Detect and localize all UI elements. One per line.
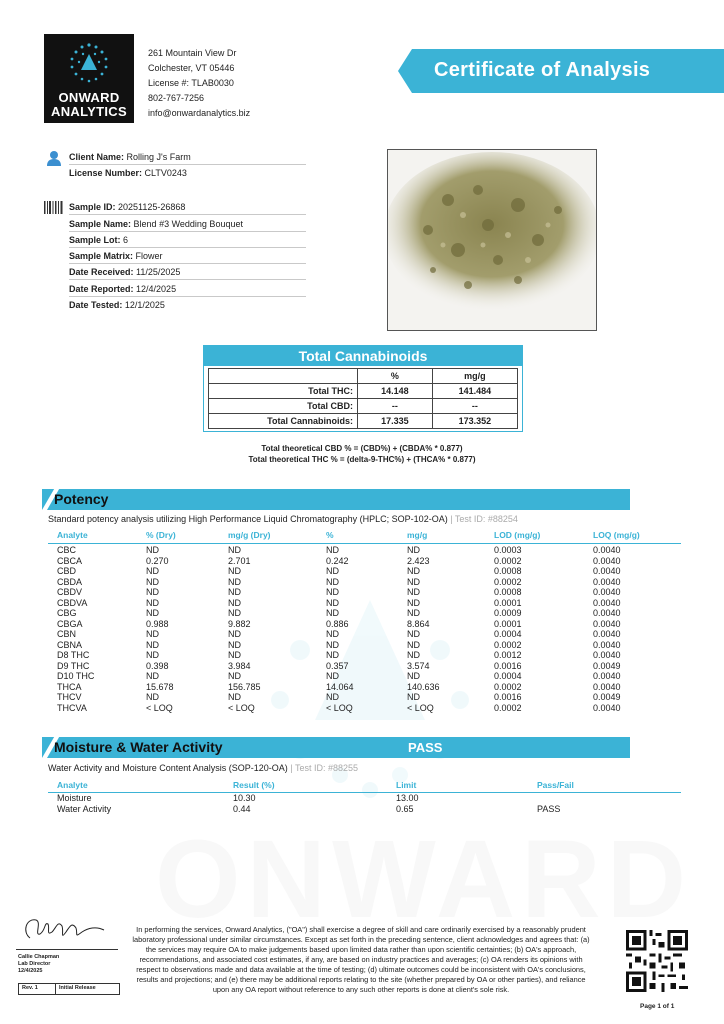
- potency-value: 0.0040: [593, 618, 621, 629]
- analyte-name: CBNA: [57, 639, 83, 650]
- potency-value: 15.678: [146, 681, 174, 692]
- watermark-logo-icon: [240, 560, 500, 820]
- potency-value: ND: [228, 629, 241, 639]
- sample-name-row: [69, 219, 243, 229]
- analyte-name: Moisture: [57, 793, 92, 803]
- analyte-name: D8 THC: [57, 650, 90, 660]
- divider: [69, 214, 306, 215]
- potency-value: ND: [228, 639, 241, 650]
- potency-value: ND: [407, 566, 420, 576]
- potency-value: ND: [146, 597, 159, 608]
- potency-value: 0.0002: [494, 639, 522, 650]
- analyte-name: CBGA: [57, 618, 83, 629]
- potency-value: ND: [146, 608, 159, 618]
- sample-lot-row: [69, 235, 128, 245]
- page-number: Page 1 of 1: [640, 1003, 675, 1010]
- potency-value: 14.064: [326, 681, 354, 692]
- potency-value: < LOQ: [228, 702, 255, 713]
- date-tested-label: Date Tested:: [69, 300, 123, 310]
- potency-value: ND: [146, 692, 159, 702]
- potency-value: ND: [228, 597, 241, 608]
- sample-lot: 6: [123, 235, 129, 245]
- potency-value: 156.785: [228, 681, 261, 692]
- table-row: [209, 399, 518, 414]
- potency-col-header: Analyte: [57, 530, 88, 540]
- analyte-name: CBC: [57, 545, 77, 555]
- moisture-section-bar: [42, 737, 630, 758]
- table-row: [209, 414, 518, 429]
- potency-value: ND: [407, 576, 420, 587]
- col-header-pct: %: [358, 369, 433, 384]
- potency-value: ND: [407, 671, 420, 681]
- phone: 802-767-7256: [148, 93, 205, 103]
- potency-value: 0.0049: [593, 692, 621, 702]
- potency-value: 2.423: [407, 555, 430, 566]
- potency-value: 0.0040: [593, 702, 621, 713]
- potency-value: 0.0049: [593, 660, 621, 671]
- potency-col-header: LOD (mg/g): [494, 530, 541, 540]
- legal-disclaimer: In performing the services, Onward Analytics, ("OA") shall exercise a degree of skill and care ordinarily exercised by a reasonably prudent laboratory professional under similar circumstances. Except as set forth in the preceding sentence, client acknowledges and agrees that: (a) the services may require OA to make judgements based upon limited data rather than upon scientific certainties; (b) OA's approach, recommendations, and associated cost estimates, if any, are based on industry practices and averages; (c) OA renders its opinions with respect to observations made and data available at the time of testing; (d) ultimate outcomes could be inconsistent with OA's conclusions, results and projections; and (e) there may be additional reports relating to the site (whether prepared by OA or other parties), and reliance upon any OA report without reference to any such other reports is done at client's sole risk.: [132, 925, 590, 994]
- potency-value: ND: [326, 650, 339, 660]
- potency-value: ND: [228, 692, 241, 702]
- formula-thc: Total theoretical THC % = (delta-9-THC%) + (THCA% * 0.877): [248, 455, 476, 464]
- dried-flower-image: [388, 150, 596, 330]
- potency-col-header: LOQ (mg/g): [593, 530, 640, 540]
- client-name-label: Client Name:: [69, 152, 125, 162]
- company-address: [148, 46, 250, 121]
- potency-value: 3.984: [228, 660, 251, 671]
- date-reported-row: [69, 284, 176, 294]
- potency-value: ND: [326, 597, 339, 608]
- moisture-col-header: Pass/Fail: [537, 780, 574, 790]
- potency-value: ND: [228, 587, 241, 597]
- moisture-value: 0.44: [233, 803, 251, 814]
- analyte-name: CBDVA: [57, 597, 88, 608]
- potency-value: ND: [228, 576, 241, 587]
- potency-value: 0.0016: [494, 660, 522, 671]
- sample-photo: [387, 149, 597, 331]
- total-cannabinoids-table: [208, 368, 518, 429]
- potency-value: ND: [326, 576, 339, 587]
- potency-col-header: mg/g: [407, 530, 428, 540]
- potency-value: < LOQ: [146, 702, 173, 713]
- analyte-name: THCV: [57, 692, 82, 702]
- row-mg: --: [432, 399, 517, 414]
- row-label: Total Cannabinoids:: [209, 414, 358, 429]
- row-mg: 173.352: [432, 414, 517, 429]
- potency-value: 0.0040: [593, 650, 621, 660]
- potency-value: 0.0002: [494, 576, 522, 587]
- potency-value: 140.636: [407, 681, 440, 692]
- divider: [69, 164, 306, 165]
- analyte-name: Water Activity: [57, 803, 112, 814]
- date-reported: 12/4/2025: [136, 284, 177, 294]
- logo-word-onward: ONWARD: [58, 90, 120, 105]
- potency-value: 0.242: [326, 555, 349, 566]
- moisture-value: 0.65: [396, 803, 414, 814]
- potency-value: ND: [146, 545, 159, 555]
- potency-value: ND: [228, 671, 241, 681]
- table-row: [209, 384, 518, 399]
- potency-value: ND: [326, 671, 339, 681]
- potency-value: 0.0008: [494, 587, 522, 597]
- moisture-title: Moisture & Water Activity: [54, 739, 223, 755]
- potency-value: 0.0040: [593, 545, 621, 555]
- potency-value: 0.0003: [494, 545, 522, 555]
- potency-value: ND: [146, 566, 159, 576]
- analyte-name: CBCA: [57, 555, 83, 566]
- potency-value: ND: [326, 566, 339, 576]
- row-pct: 17.335: [358, 414, 433, 429]
- client-name-row: [69, 152, 191, 162]
- moisture-value: 10.30: [233, 793, 256, 803]
- sample-lot-label: Sample Lot:: [69, 235, 121, 245]
- potency-subtitle: [48, 514, 518, 524]
- potency-value: 0.0040: [593, 566, 621, 576]
- potency-value: 0.0004: [494, 629, 522, 639]
- sample-matrix-row: [69, 251, 163, 261]
- date-received-row: [69, 267, 180, 277]
- potency-value: ND: [326, 629, 339, 639]
- date-tested: 12/1/2025: [124, 300, 165, 310]
- potency-value: 8.864: [407, 618, 430, 629]
- potency-value: ND: [407, 639, 420, 650]
- company-logo: [44, 34, 134, 123]
- qr-code-icon: [626, 930, 688, 992]
- potency-value: 0.0001: [494, 597, 522, 608]
- potency-value: 0.0040: [593, 597, 621, 608]
- row-label: Total THC:: [209, 384, 358, 399]
- divider: [69, 263, 306, 264]
- potency-value: 9.882: [228, 618, 251, 629]
- potency-title: Potency: [54, 491, 109, 507]
- potency-method: Standard potency analysis utilizing High Performance Liquid Chromatography (HPLC; SOP-102-OA): [48, 514, 448, 524]
- potency-value: 0.0040: [593, 629, 621, 639]
- potency-value: 0.0040: [593, 587, 621, 597]
- potency-value: < LOQ: [326, 702, 353, 713]
- potency-value: 0.0002: [494, 555, 522, 566]
- row-pct: 14.148: [358, 384, 433, 399]
- page-title: Certificate of Analysis: [434, 59, 651, 81]
- potency-value: 2.701: [228, 555, 251, 566]
- sample-name-label: Sample Name:: [69, 219, 132, 229]
- potency-value: ND: [407, 650, 420, 660]
- analyte-name: THCA: [57, 681, 82, 692]
- address-line-2: Colchester, VT 05446: [148, 63, 235, 73]
- divider: [69, 296, 306, 297]
- date-received: 11/25/2025: [136, 267, 181, 277]
- analyte-name: D9 THC: [57, 660, 90, 671]
- analyte-name: CBD: [57, 566, 77, 576]
- client-license-row: [69, 168, 187, 178]
- table-cell: [209, 369, 358, 384]
- potency-value: 0.0009: [494, 608, 522, 618]
- potency-value: 0.0040: [593, 681, 621, 692]
- potency-col-header: % (Dry): [146, 530, 176, 540]
- potency-value: 0.0002: [494, 681, 522, 692]
- potency-value: 0.398: [146, 660, 169, 671]
- potency-value: 0.0040: [593, 671, 621, 681]
- table-header-row: [209, 369, 518, 384]
- barcode-icon: [44, 201, 63, 214]
- signature-line: [16, 949, 118, 950]
- signer-title: Lab Director: [18, 961, 51, 967]
- analyte-name: THCVA: [57, 702, 87, 713]
- potency-value: ND: [326, 608, 339, 618]
- potency-value: < LOQ: [407, 702, 434, 713]
- person-icon: [46, 150, 62, 166]
- sample-id-row: [69, 202, 185, 212]
- signer-name: Callie Chapman: [18, 954, 60, 960]
- potency-value: 0.0040: [593, 608, 621, 618]
- header-rule: [48, 792, 681, 793]
- moisture-col-header: Analyte: [57, 780, 88, 790]
- client-license: CLTV0243: [144, 168, 187, 178]
- divider: [55, 984, 56, 994]
- client-license-label: License Number:: [69, 168, 143, 178]
- divider: [69, 247, 306, 248]
- total-cannabinoids-title: Total Cannabinoids: [204, 346, 522, 366]
- potency-value: ND: [146, 587, 159, 597]
- analyte-name: CBN: [57, 629, 77, 639]
- potency-value: ND: [326, 639, 339, 650]
- date-reported-label: Date Reported:: [69, 284, 134, 294]
- potency-value: 0.0012: [494, 650, 522, 660]
- row-pct: --: [358, 399, 433, 414]
- analyte-name: CBDV: [57, 587, 83, 597]
- potency-value: ND: [407, 629, 420, 639]
- potency-col-header: mg/g (Dry): [228, 530, 271, 540]
- potency-col-header: %: [326, 530, 334, 540]
- lab-license: License #: TLAB0030: [148, 78, 234, 88]
- potency-value: ND: [146, 671, 159, 681]
- potency-value: ND: [228, 608, 241, 618]
- potency-value: 0.0040: [593, 576, 621, 587]
- analyte-name: CBDA: [57, 576, 83, 587]
- total-cannabinoids-box: [203, 345, 523, 432]
- potency-value: ND: [407, 587, 420, 597]
- potency-value: ND: [228, 545, 241, 555]
- potency-value: 0.0001: [494, 618, 522, 629]
- moisture-test-id: | Test ID: #88255: [287, 763, 358, 773]
- sample-id: 20251125-26868: [118, 202, 186, 212]
- potency-value: 0.270: [146, 555, 169, 566]
- logo-mark-icon: [68, 42, 110, 84]
- potency-value: ND: [407, 597, 420, 608]
- signer-date: 12/4/2025: [18, 968, 43, 974]
- moisture-method: Water Activity and Moisture Content Analysis (SOP-120-OA): [48, 763, 288, 773]
- moisture-col-header: Limit: [396, 780, 417, 790]
- signature-image: [16, 908, 116, 948]
- header-rule: [48, 543, 681, 544]
- moisture-col-header: Result (%): [233, 780, 275, 790]
- potency-value: ND: [407, 545, 420, 555]
- potency-value: ND: [146, 576, 159, 587]
- revision-number: Rev. 1: [22, 985, 38, 991]
- potency-value: 0.988: [146, 618, 169, 629]
- sample-id-label: Sample ID:: [69, 202, 116, 212]
- logo-word-analytics: ANALYTICS: [51, 104, 127, 119]
- coa-banner: [398, 49, 724, 93]
- potency-value: 0.0040: [593, 639, 621, 650]
- potency-value: ND: [146, 639, 159, 650]
- potency-value: 0.886: [326, 618, 349, 629]
- col-header-mg: mg/g: [432, 369, 517, 384]
- analyte-name: D10 THC: [57, 671, 95, 681]
- sample-matrix-label: Sample Matrix:: [69, 251, 134, 261]
- potency-value: ND: [146, 650, 159, 660]
- potency-value: ND: [146, 629, 159, 639]
- date-tested-row: [69, 300, 165, 310]
- potency-value: 3.574: [407, 660, 430, 671]
- row-mg: 141.484: [432, 384, 517, 399]
- watermark-text: [155, 820, 692, 940]
- potency-value: 0.0008: [494, 566, 522, 576]
- potency-value: ND: [326, 587, 339, 597]
- divider: [69, 279, 306, 280]
- moisture-status: PASS: [408, 740, 443, 755]
- sample-matrix: Flower: [135, 251, 163, 261]
- revision-note: Initial Release: [59, 985, 96, 991]
- analyte-name: CBG: [57, 608, 77, 618]
- moisture-subtitle: [48, 763, 358, 773]
- client-name: Rolling J's Farm: [126, 152, 191, 162]
- formula-cbd: Total theoretical CBD % = (CBD%) + (CBDA% * 0.877): [261, 444, 463, 453]
- moisture-value: PASS: [537, 803, 561, 814]
- potency-value: ND: [407, 608, 420, 618]
- potency-value: ND: [326, 545, 339, 555]
- divider: [69, 231, 306, 232]
- address-line-1: 261 Mountain View Dr: [148, 48, 237, 58]
- potency-value: 0.0002: [494, 702, 522, 713]
- sample-name: Blend #3 Wedding Bouquet: [133, 219, 243, 229]
- potency-value: 0.0040: [593, 555, 621, 566]
- moisture-value: 13.00: [396, 793, 419, 803]
- potency-value: 0.0004: [494, 671, 522, 681]
- row-label: Total CBD:: [209, 399, 358, 414]
- potency-value: 0.0016: [494, 692, 522, 702]
- potency-value: ND: [228, 566, 241, 576]
- revision-box: [18, 983, 120, 995]
- potency-section-bar: [42, 489, 630, 510]
- potency-value: ND: [326, 692, 339, 702]
- email: info@onwardanalytics.biz: [148, 108, 251, 118]
- potency-value: ND: [228, 650, 241, 660]
- potency-value: 0.357: [326, 660, 349, 671]
- potency-test-id: | Test ID: #88254: [447, 514, 518, 524]
- date-received-label: Date Received:: [69, 267, 134, 277]
- potency-value: ND: [407, 692, 420, 702]
